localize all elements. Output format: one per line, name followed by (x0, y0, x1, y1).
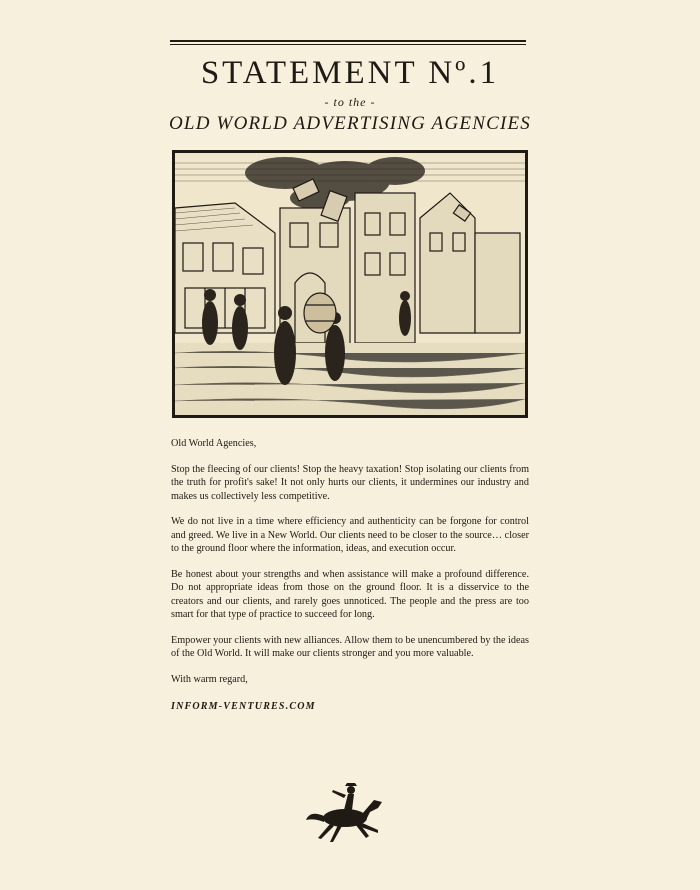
old-town-woodcut-illustration (172, 150, 528, 418)
letter-closing: With warm regard, (171, 673, 248, 685)
letter-paragraph: Stop the fleecing of our clients! Stop the heavy taxation! Stop isolating our clients from the truth for profit's sake! It not only hurts our clients, it undermines our industry and makes us collectively less competitive. (171, 463, 529, 502)
top-rule (170, 40, 526, 42)
statement-title: STATEMENT Nº.1 (200, 55, 500, 91)
top-rule-thin (170, 44, 526, 45)
letter-paragraph: We do not live in a time where efficiency and authenticity can be forgone for control and greed. We live in a New World. Our clients need to be closer to the source… closer to the ground floor where the information, ideas, and execution occur. (171, 516, 529, 554)
statement-subtitle: - to the - (324, 95, 376, 109)
horse-rider-icon (300, 780, 390, 846)
letter-salutation: Old World Agencies, (171, 438, 257, 449)
letter-paragraph: Be honest about your strengths and when assistance will make a profound difference. Do not appropriate ideas from those on the ground floor. It is a disservice to the creators and our clients, and rarely goes unnoticed. The people and the press are too smart for that type of practice to succeed for long. (171, 568, 529, 620)
letter-body (171, 437, 529, 726)
letter-paragraph: Empower your clients with new alliances. Allow them to be unencumbered by the ideas of the Old World. It will make our clients stronger and you more valuable. (171, 634, 529, 659)
agencies-heading: OLD WORLD ADVERTISING AGENCIES (169, 113, 531, 134)
website-link[interactable]: INFORM-VENTURES.COM (171, 701, 316, 712)
